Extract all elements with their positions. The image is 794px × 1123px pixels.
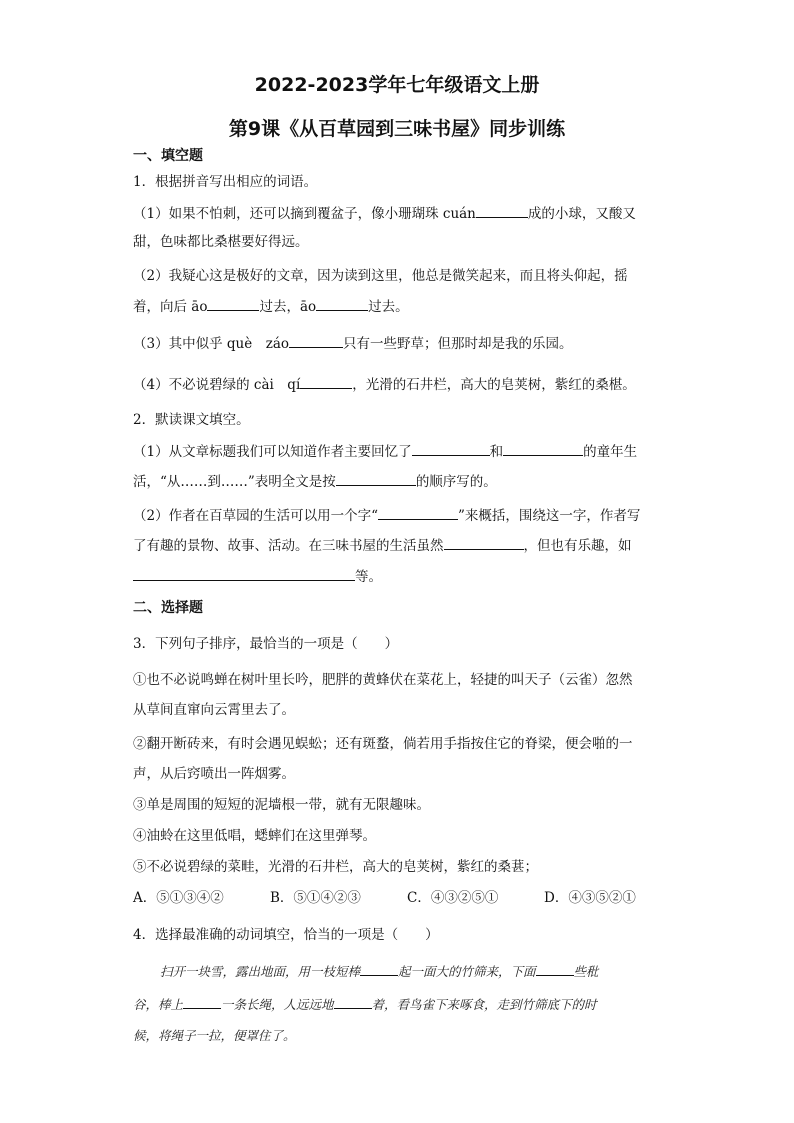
q1-part3: （3）其中似乎 què záo 只有一些野草；但那时却是我的乐园。 xyxy=(133,333,573,354)
answer-blank[interactable] xyxy=(336,471,416,486)
q3-options xyxy=(133,888,664,908)
section-fill-blank-heading: 一、填空题 xyxy=(133,148,203,164)
q3-sentence4: ④油蛉在这里低唱，蟋蟀们在这里弹琴。 xyxy=(133,828,376,844)
answer-blank[interactable] xyxy=(316,296,368,311)
answer-blank[interactable] xyxy=(183,994,221,1009)
q2-part1-line2: 活，“从……到……”表明全文是按 的顺序写的。 xyxy=(133,471,497,492)
option-a[interactable]: A．⑤①③④② xyxy=(133,890,224,906)
q1-part2-line2: 着，向后 āo 过去，āo 过去。 xyxy=(133,296,409,317)
answer-blank[interactable] xyxy=(334,994,372,1009)
q3-sentence2-line2: 声，从后窍喷出一阵烟雾。 xyxy=(133,766,295,782)
q3-sentence1-line1: ①也不必说鸣蝉在树叶里长吟，肥胖的黄蜂伏在菜花上，轻捷的叫天子（云雀）忽然 xyxy=(133,672,633,688)
q4-passage-line1: 扫开一块雪，露出地面，用一枝短棒 起一面大的竹筛来，下面 些秕 xyxy=(160,961,599,982)
option-d[interactable]: D．④③⑤②① xyxy=(544,890,636,906)
q4-passage-line2: 谷，棒上 一条长绳，人远远地 着，看鸟雀下来啄食，走到竹筛底下的时 xyxy=(133,994,597,1015)
section-choice-heading: 二、选择题 xyxy=(133,600,203,616)
q1-part1-line2: 甜，色味都比桑椹要好得远。 xyxy=(133,234,309,250)
q1-stem: 1．根据拼音写出相应的词语。 xyxy=(133,174,318,190)
q3-sentence2-line1: ②翻开断砖来，有时会遇见蜈蚣；还有斑蝥，倘若用手指按住它的脊梁，便会啪的一 xyxy=(133,736,633,752)
q2-stem: 2．默读课文填空。 xyxy=(133,412,250,428)
answer-blank[interactable] xyxy=(503,441,583,456)
answer-blank[interactable] xyxy=(300,374,352,389)
answer-blank[interactable] xyxy=(378,505,458,520)
answer-blank[interactable] xyxy=(412,441,490,456)
answer-blank[interactable] xyxy=(133,566,355,581)
option-b[interactable]: B．⑤①④②③ xyxy=(270,890,361,906)
q1-part2-line1: （2）我疑心这是极好的文章，因为读到这里，他总是微笑起来，而且将头仰起，摇 xyxy=(133,268,628,284)
q3-sentence1-line2: 从草间直窜向云霄里去了。 xyxy=(133,702,295,718)
q3-sentence5: ⑤不必说碧绿的菜畦，光滑的石井栏，高大的皂荚树，紫红的桑葚； xyxy=(133,859,538,875)
q2-part2-line2: 了有趣的景物、故事、活动。在三味书屋的生活虽然 ，但也有乐趣，如 xyxy=(133,535,632,556)
q2-part2-line3: 等。 xyxy=(133,566,382,587)
q4-passage-line3: 候，将绳子一拉，便罩住了。 xyxy=(133,1028,296,1043)
answer-blank[interactable] xyxy=(289,333,343,348)
q2-part2-line1: （2）作者在百草园的生活可以用一个字“ ”来概括，围绕这一字，作者写 xyxy=(133,505,640,526)
option-c[interactable]: C．④③②⑤① xyxy=(407,890,499,906)
q3-sentence3: ③单是周围的短短的泥墙根一带，就有无限趣味。 xyxy=(133,797,430,813)
lesson-title: 第9课《从百草园到三味书屋》同步训练 xyxy=(228,118,566,140)
answer-blank[interactable] xyxy=(476,203,528,218)
answer-blank[interactable] xyxy=(360,961,398,976)
q4-stem: 4．选择最准确的动词填空，恰当的一项是（ ） xyxy=(133,927,439,943)
worksheet-title: 2022-2023学年七年级语文上册 xyxy=(254,74,540,96)
answer-blank[interactable] xyxy=(207,296,259,311)
q1-part1-line1: （1）如果不怕刺，还可以摘到覆盆子，像小珊瑚珠 cuán 成的小球，又酸又 xyxy=(133,203,636,224)
answer-blank[interactable] xyxy=(444,535,524,550)
q3-stem: 3．下列句子排序，最恰当的一项是（ ） xyxy=(133,636,399,652)
answer-blank[interactable] xyxy=(536,961,574,976)
q2-part1-line1: （1）从文章标题我们可以知道作者主要回忆了 和 的童年生 xyxy=(133,441,637,462)
q1-part4: （4）不必说碧绿的 cài qí ，光滑的石井栏，高大的皂荚树，紫红的桑椹。 xyxy=(133,374,636,395)
